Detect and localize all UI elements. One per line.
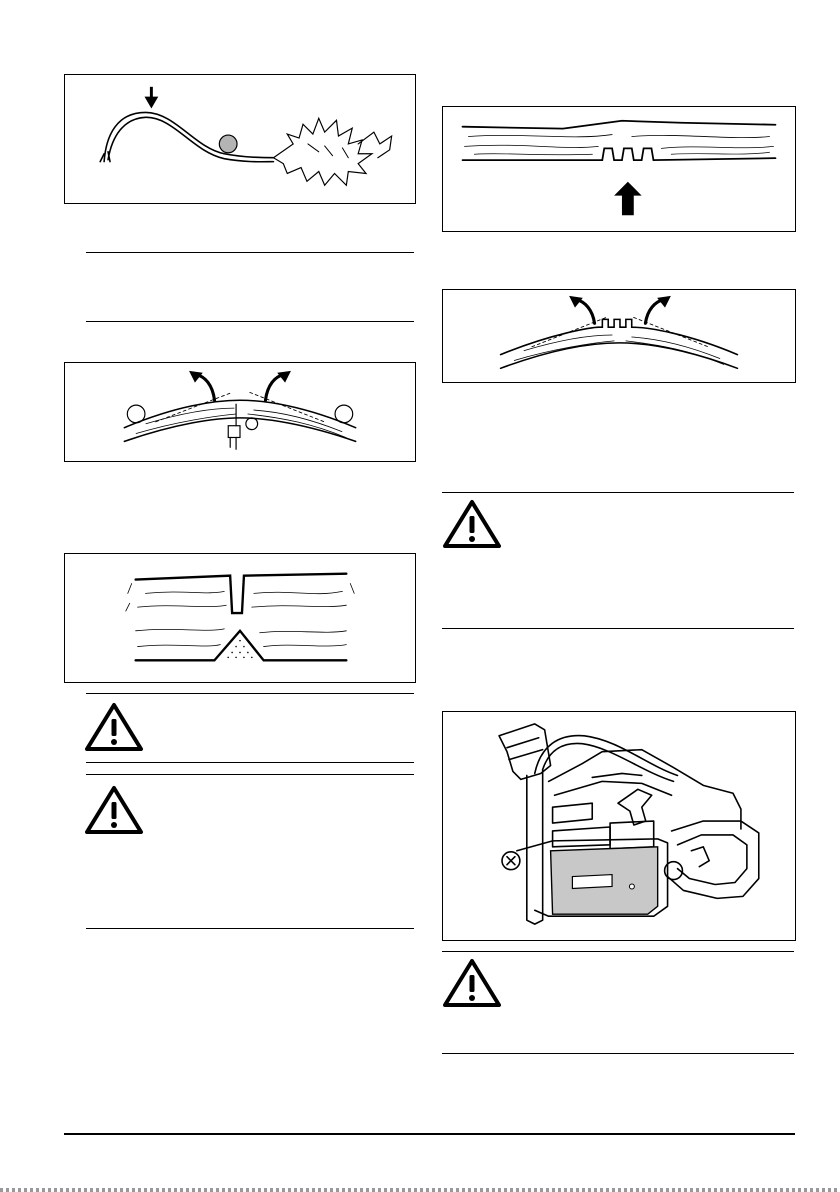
- warning-left-2-rule-top: [86, 774, 414, 775]
- figure-chainsaw-side-view: [442, 711, 796, 941]
- warning-triangle-icon: [442, 499, 502, 549]
- figure-log-relief-cuts-underside: [442, 106, 796, 232]
- warning-right-1-rule-top: [442, 492, 794, 493]
- note-rule-top: [86, 252, 414, 253]
- tree-bent-branch-drawing: [65, 75, 415, 203]
- figure-log-supported-both-ends: [64, 362, 416, 462]
- log-supported-drawing: [65, 363, 415, 461]
- log-arched-cuts-drawing: [443, 290, 795, 382]
- figure-log-arched-relief-cuts: [442, 289, 796, 383]
- log-top-bottom-cut-drawing: [65, 554, 415, 682]
- figure-tree-bent-branch: [64, 74, 416, 204]
- warning-right-1-rule-bottom: [442, 628, 794, 629]
- chainsaw-drawing: [443, 712, 795, 940]
- warning-left-2-rule-bottom: [86, 928, 414, 929]
- warning-right-2-rule-top: [442, 951, 794, 952]
- warning-triangle-icon: [442, 958, 502, 1008]
- warning-left-1-rule-bottom: [86, 762, 414, 763]
- warning-left-1-rule-top: [86, 693, 414, 694]
- warning-triangle-icon: [84, 702, 144, 752]
- note-rule-bottom: [86, 321, 414, 322]
- log-underside-cuts-drawing: [443, 107, 795, 231]
- footer-rule: [64, 1133, 795, 1135]
- warning-triangle-icon: [84, 785, 144, 835]
- figure-log-cut-top-bottom: [64, 553, 416, 683]
- scan-edge-stripes: [0, 1188, 840, 1192]
- warning-right-2-rule-bottom: [442, 1053, 794, 1054]
